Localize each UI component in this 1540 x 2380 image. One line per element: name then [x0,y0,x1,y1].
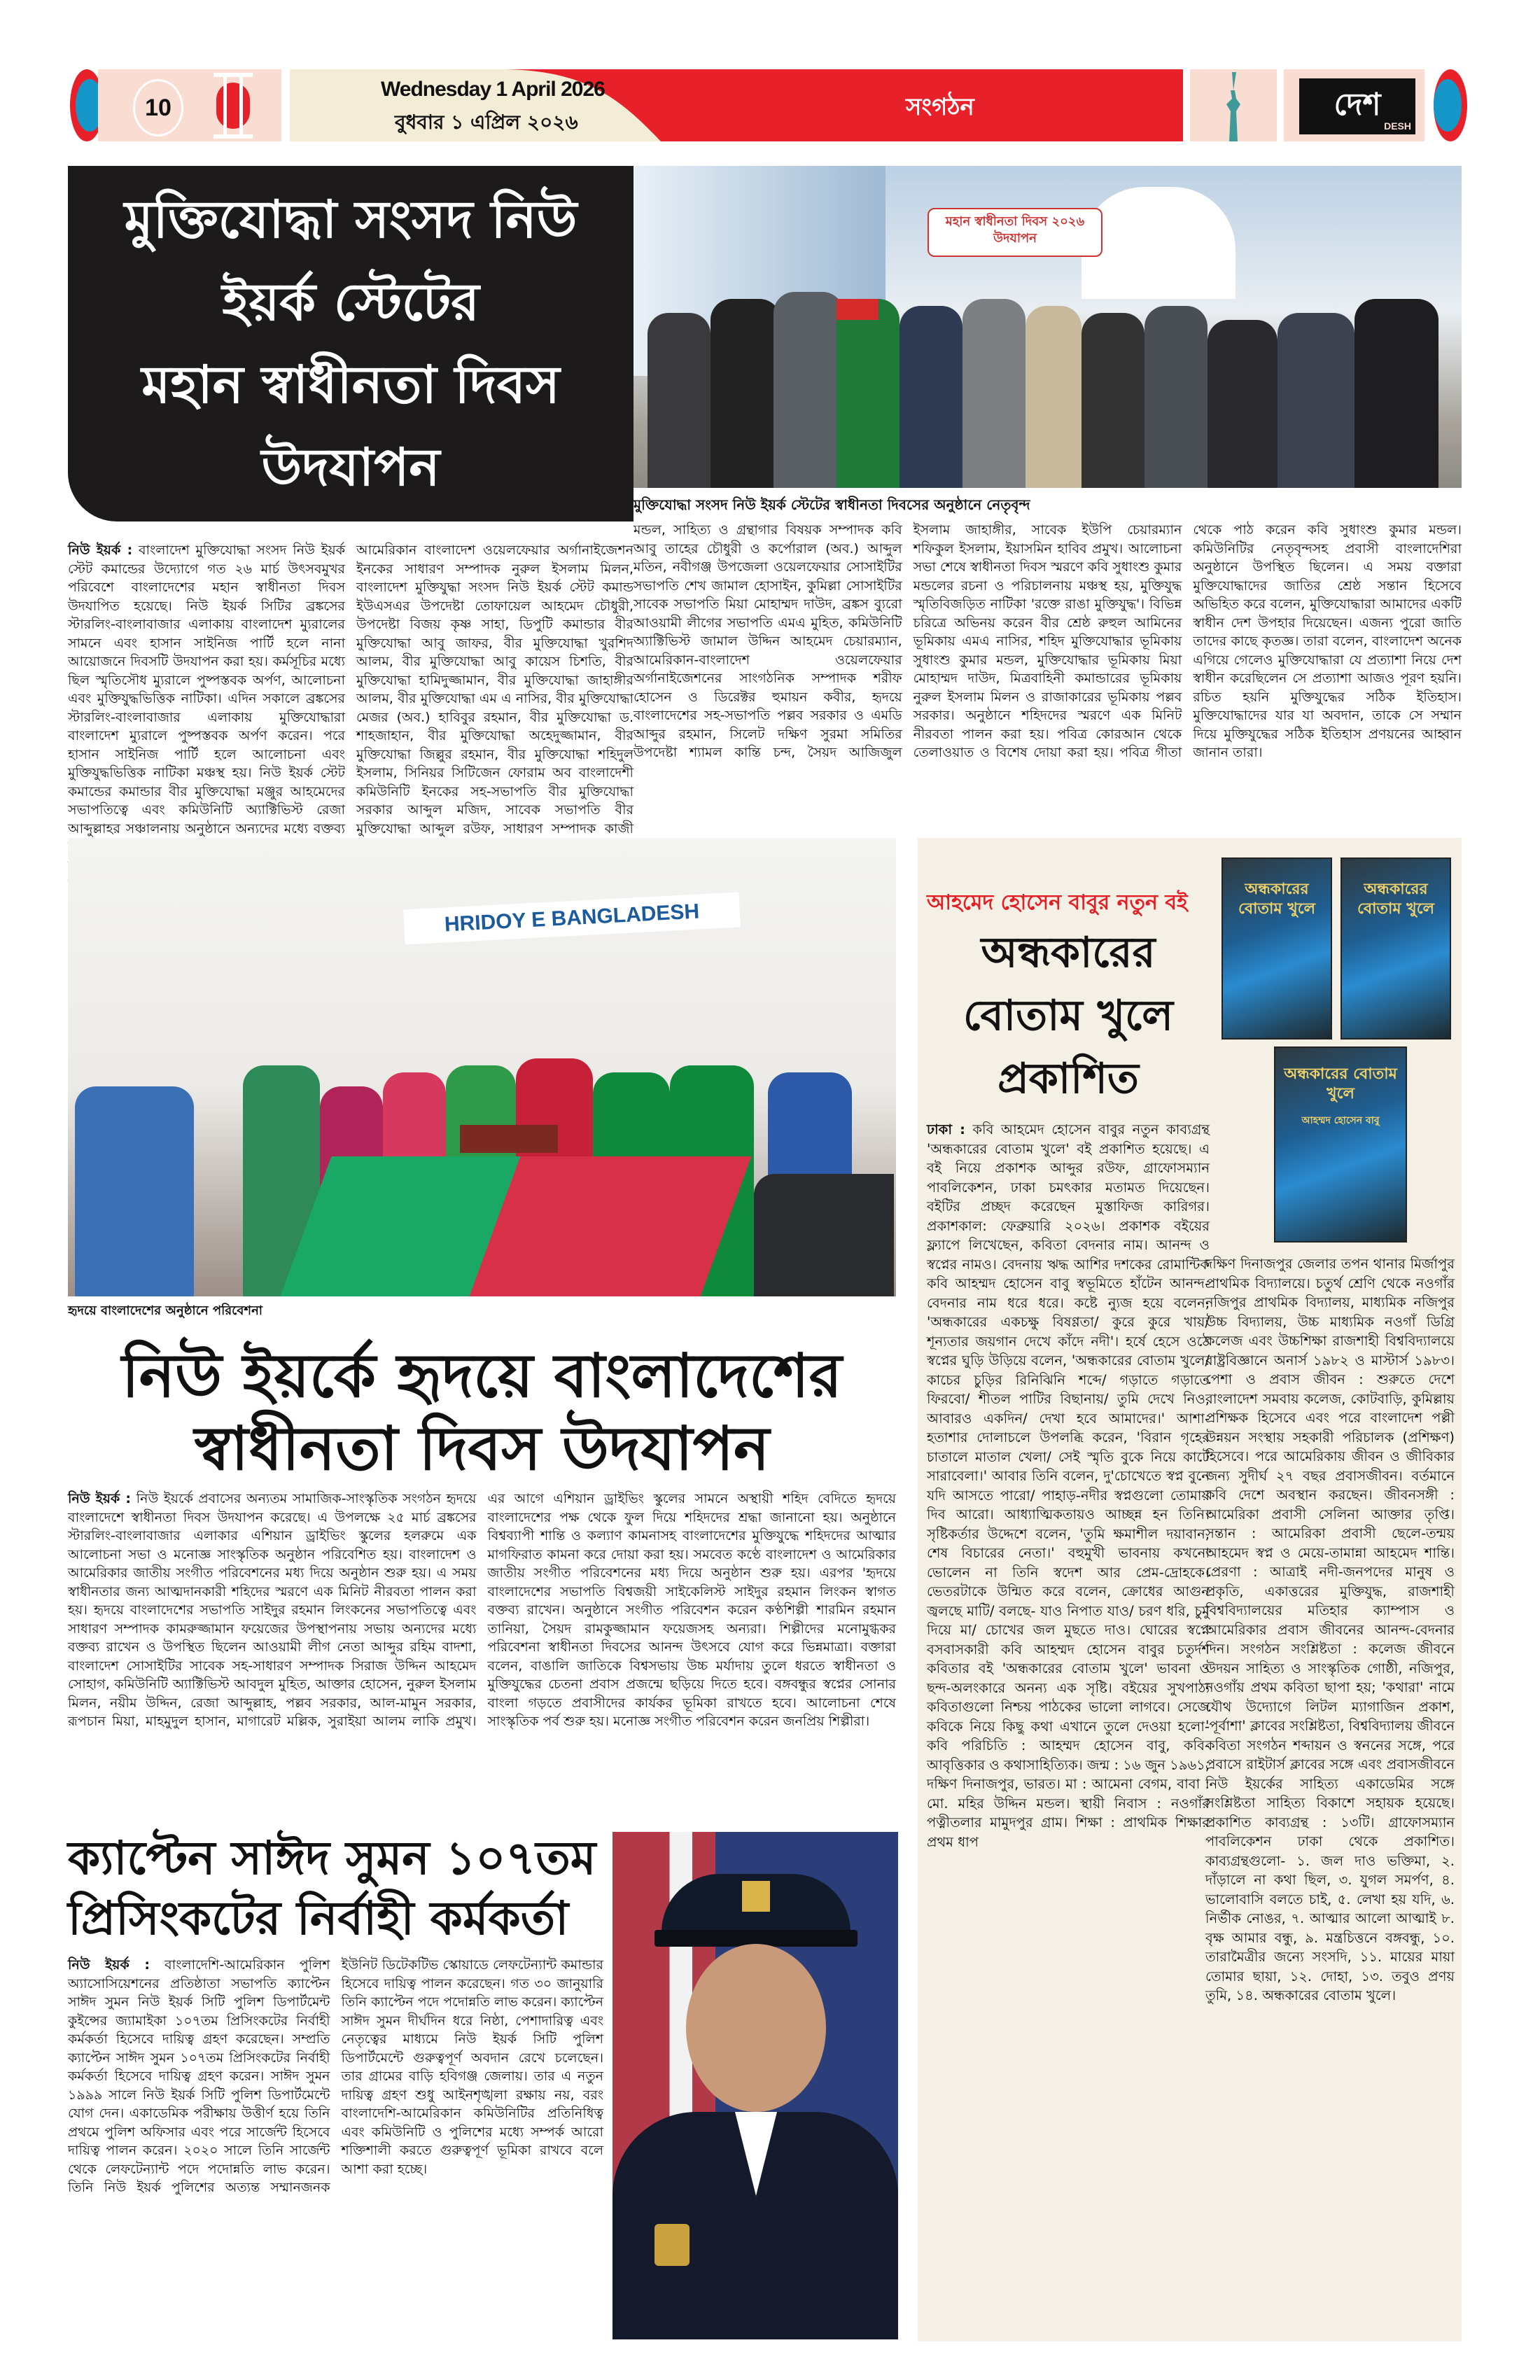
article1-headline [68,166,634,522]
article1-body-left [68,541,634,836]
article2-body [68,1490,896,1814]
dateline: নিউ ইয়র্ক : [68,542,133,558]
date-bengali: বুধবার ১ এপ্রিল ২০২৬ [395,111,578,134]
sidebar-kicker: আহমেদ হোসেন বাবুর নতুন বই [927,890,1188,915]
event-banner: মহান স্বাধীনতা দিবস ২০২৬ উদযাপন [927,208,1102,257]
sidebar-left-stack [927,889,1210,2339]
headline-line: মুক্তিযোদ্ধা সংসদ নিউ ইয়র্ক স্টেটের [124,190,578,332]
sidebar-headline [927,921,1210,1110]
organization-banner: HRIDOY E BANGLADESH [403,892,741,944]
dateline: ঢাকা : [927,1121,965,1138]
article-text: দক্ষিণ দিনাজপুর জেলার তপন থানার মির্জাপুর প্রাথমিক বিদ্যালয়ে। চতুর্থ শ্রেণি থেকে নওগাঁর নজিপুর প্রাথমিক বিদ্যালয়, মাধ্যমিক নজিপুর উচ্চ বিদ্যালয়, উচ্চ মাধ্যমিক নওগাঁ ডিগ্রি কলেজ এবং উচ্চশিক্ষা রাজশাহী বিশ্ববিদ্যালয়ে রাষ্ট্রবিজ্ঞানে অনার্স ১৯৮২ ও মাস্টার্স ১৯৮৩। পেশা ও প্রবাস জীবন : শুরুতে দেশে বাংলাদেশ সমবায় কলেজ, কোটবাড়ি, কুমিল্লায় প্রশিক্ষক হিসেবে এবং পরে বাংলাদেশ পল্লী উন্নয়ন সংস্থায় সহকারী পরিচালক (প্রশিক্ষণ) হিসেবে। পরে আমেরিকায় জীবন ও জীবিকার জন্য সুদীর্ঘ ২৭ বছর প্রবাসজীবন। বর্তমানে কবি দেশে অবস্থান করছেন। জীবনসঙ্গী : আমেরিকা প্রবাসী সেলিনা আক্তার তৃপ্তি। সন্তান : আমেরিকা প্রবাসী ছেলে-তন্ময় আহমেদ স্বপ্ন ও মেয়ে-তামান্না আহমেদ শান্তি। প্রেরণা : আত্রাই নদী-জনপদের মানুষ ও প্রকৃতি, একাত্তরের মুক্তিযুদ্ধ, রাজশাহী বিশ্ববিদ্যালয়ের মতিহার ক্যাম্পাস ও আমেরিকার প্রবাস জীবনের আনন্দ-বেদনার দিন। সংগঠন সংশ্লিষ্টতা : কলেজ জীবনে উদয়ন সাহিত্য ও সাংস্কৃতিক গোষ্ঠী, নজিপুর, নওগাঁয় প্রথম কবিতা ছাপা হয়; 'কথারা' নামে যৌথ উদ্যোগে লিটল ম্যাগাজিন প্রকাশ, 'পূর্বাশা' ক্লাবের সংশ্লিষ্টতা, বিশ্ববিদ্যালয় জীবনে কবিতা সংগঠন শব্দায়ন ও স্বননের সঙ্গে, পরে প্রবাসে রাইটার্স ক্লাবের সঙ্গে এবং প্রবাসজীবনে নিউ ইয়র্কের সাহিত্য একাডেমির সঙ্গে সংশ্লিষ্টতা সাহিত্য বিকাশে সহায়ক হয়েছে। প্রকাশিত কাব্যগ্রন্থ : ১৩টি। গ্রাফোসম্যান পাবলিকেশন ঢাকা থেকে প্রকাশিত। কাব্যগ্রন্থগুলো- ১. জল দাও ভক্তিমা, ২. দাঁড়ালে না কথা ছিল, ৩. যুগল সমর্পণ, ৪. ভালোবাসি বলতে চাই, ৫. লেখা হয় যদি, ৬. নির্ভীক নোঙর, ৭. আত্মার আলো আত্মাই ৮. বৃক্ষ আমার বন্ধু, ৯. মন্ত্রচিত্তনে বঙ্গবন্ধু, ১০. তারামৈত্রীর জন্যে সংসদি, ১১. মায়ের মায়া তোমার ছায়া, ১২. দোহা, ১৩. তবুও প্রণয় তুমি, ১৪. অন্ধকারের বোতাম খুলে। [1205,1256,1455,2003]
book-title: অন্ধকারের বোতাম খুলে [1238,881,1315,918]
headline-line: প্রকাশিত [997,1054,1139,1103]
page-number: 10 [133,79,183,136]
sidebar-body-right [1205,1254,1455,2339]
header-date-banner [290,69,1183,141]
article3-stack [68,1828,603,2342]
headline-line: প্রিসিংকটের নির্বাহী কর্মকর্তা [68,1891,569,1945]
headline-line: ক্যাপ্টেন সাঈদ সুমন ১০৭তম [68,1831,596,1885]
headline-line: অন্ধকারের [981,928,1156,977]
headline-line: নিউ ইয়র্কে হৃদয়ে বাংলাদেশের [122,1341,842,1411]
header-page-box [98,69,281,141]
article1-left-stack [68,166,634,836]
article1-photo [634,166,1462,488]
book-author: আহম্মদ হোসেন বাবু [1301,1115,1380,1126]
dateline: নিউ ইয়র্ক : [68,1957,150,1973]
headline-line: বোতাম খুলে [963,991,1173,1040]
article1-body-right [634,521,1462,826]
camera [754,1174,894,1296]
headline-line: স্বাধীনতা দিবস উদযাপন [194,1414,770,1484]
dateline: নিউ ইয়র্ক : [68,1491,132,1506]
header-right-cap [1434,69,1467,141]
article2-photo [68,838,896,1296]
book-title: অন্ধকারের বোতাম খুলে [1357,881,1434,918]
book-title: অন্ধকারের বোতাম খুলে [1284,1065,1397,1102]
article1-right-stack [634,490,1462,826]
article3-headline [68,1828,603,1949]
article-text: মন্ডল, সাহিত্য ও গ্রন্থাগার বিষয়ক সম্পাদক কবি আবু তাহের চৌধুরী ও কর্পোরাল (অব.) আব্দুল মতিন, নবীগঞ্জ উপজেলা ওয়েলফেয়ার সোসাইটির সভাপতি শেখ জামাল হোসাইন, কুমিল্লা সোসাইটির সাবেক সভাপতি মিয়া মোহাম্মদ দাউদ, ব্রঙ্কস ব্যুরো আওয়ামী লীগের সভাপতি এমএ মুহিত, কমিউনিটি অ্যাক্টিভিস্ট জামাল উদ্দিন আহমেদ চেয়ারম্যান, আমেরিকান-বাংলাদেশ ওয়েলফেয়ার অর্গানাইজেশনের সাংগঠনিক সম্পাদক শরীফ হোসেন ও ডিরেক্টর হুমায়ন কবীর, হৃদয়ে বাংলাদেশের সহ-সভাপতি পল্লব সরকার ও এমডি আব্দুর রহমান, সিলেট দক্ষিণ সুরমা সমিতির উপদেষ্টা শ্যামল কান্তি চন্দ, সৈয়দ আজিজুল ইসলাম জাহাঙ্গীর, সাবেক ইউপি চেয়ারম্যান শফিকুল ইসলাম, ইয়াসমিন হাবিব প্রমুখ। আলোচনা সভা শেষে স্বাধীনতা দিবস স্মরণে কবি সুধাংশু কুমার মন্ডলের রচনা ও পরিচালনায় মঞ্চস্থ হয়, মুক্তিযুদ্ধ স্মৃতিবিজড়িত নাটিকা 'রক্তে রাঙা মুক্তিযুদ্ধ'। বিভিন্ন চরিত্রে অভিনয় করেন বীর শ্রেষ্ঠ রুহুল আমিনের ভূমিকায় এমএ নাসির, শহিদ মুক্তিযোদ্ধার ভূমিকায় সুধাংশু কুমার মন্ডল, মুক্তিযোদ্ধার ভূমিকায় মিয়া মোহাম্মদ দাউদ, মিত্রবাহিনী কমান্ডারের ভূমিকায় নুরুল ইসলাম মিলন ও রাজাকারের ভূমিকায় পল্লব সরকার। অনুষ্ঠানে শহিদদের স্মরণে এক মিনিট নীরবতা পালন করা হয়। পবিত্র কোরআন থেকে তেলাওয়াত ও বিশেষ দোয়া করা হয়। পবিত্র গীতা থেকে পাঠ করেন কবি সুধাংশু কুমার মন্ডল। কমিউনিটির নেতৃবৃন্দসহ প্রবাসী বাংলাদেশিরা অনুষ্ঠানে উপস্থিত ছিলেন। এ সময় বক্তারা মুক্তিযোদ্ধাদের জাতির শ্রেষ্ঠ সন্তান হিসেবে অভিহিত করে বলেন, মুক্তিযোদ্ধারা আমাদের একটি স্বাধীন দেশ উপহার দিয়েছেন। এজন্য পুরো জাতি তাদের কাছে কৃতজ্ঞ। তারা বলেন, বাংলাদেশ অনেক এগিয়ে গেলেও মুক্তিযোদ্ধারা যে প্রত্যাশা নিয়ে দেশ স্বাধীন করেছিলেন সে প্রত্যাশা আজও পূরণ হয়নি। রচিত হয়নি মুক্তিযুদ্ধের সঠিক ইতিহাস। মুক্তিযোদ্ধাদের যার যা অবদান, তাকে সে সম্মান দিয়ে মুক্তিযুদ্ধের সঠিক ইতিহাস প্রণয়নের আহ্বান জানান তারা। [634,522,1462,760]
headline-line: মহান স্বাধীনতা দিবস উদযাপন [141,355,560,498]
logo-subtext: DESH [1384,120,1411,132]
harmonium [460,1125,558,1153]
logo-text: দেশ [1299,78,1415,134]
article-text: বাংলাদেশ মুক্তিযোদ্ধা সংসদ নিউ ইয়র্ক স্টেট কমান্ডের উদ্যোগে গত ২৬ মার্চ উৎসবমুখর পরিবেশে বাংলাদেশের মহান স্বাধীনতা দিবস উদযাপিত হয়েছে। নিউ ইয়র্ক সিটির ব্রঙ্কসের স্টারলিং-বাংলাবাজার এলাকায় বাংলাদেশ ম্যুরালের সামনে এবং হাসান সাইনিজ পার্টি হলে নানা আয়োজনে দিবসটি উদযাপন করা হয়। কর্মসূচির মধ্যে ছিল স্মৃতিসৌধ ম্যুরালে পুষ্পস্তবক অর্পণ, আলোচনা এবং মুক্তিযুদ্ধভিত্তিক নাটিকা। এদিন সকালে ব্রঙ্কসের স্টারলিং-বাংলাবাজার এলাকায় মুক্তিযোদ্ধারা বাংলাদেশ ম্যুরালে পুষ্পস্তবক অর্পণ করেন। পরে হাসান সাইনিজ পার্টি হলে আলোচনা এবং মুক্তিযুদ্ধভিত্তিক নাটিকা মঞ্চস্থ হয়। নিউ ইয়র্ক স্টেট কমান্ডের কমান্ডার বীর মুক্তিযোদ্ধা মঞ্জুর আহমেদের সভাপতিত্বে এবং কমিউনিটি অ্যাক্টিভিস্ট রেজা আব্দুল্লাহর সঞ্চালনায় অনুষ্ঠানে অন্যদের মধ্যে বক্তব্য আমেরিকান বাংলাদেশ ওয়েলফেয়ার অর্গানাইজেশন ইনকের সাধারণ সম্পাদক নুরুল ইসলাম মিলন, বাংলাদেশ মুক্তিযুদ্ধা সংসদ নিউ ইয়র্ক স্টেট কমান্ড ইউএসএর উপদেষ্টা তোফায়েল আহমেদ চৌধুরী, উপদেষ্টা বিজয় কৃষ্ণ সাহা, ডিপুটি কমান্ডার বীর মুক্তিযোদ্ধা আবু জাফর, বীর মুক্তিযোদ্ধা খুরশিদ আলম, বীর মুক্তিযোদ্ধা আবু কায়েস চিশতি, বীর মুক্তিযোদ্ধা হামিদুজ্জামান, বীর মুক্তিযোদ্ধা জাহাঙ্গীর আলম, বীর মুক্তিযোদ্ধা এম এ নাসির, বীর মুক্তিযোদ্ধা মেজর (অব.) হাবিবুর রহমান, বীর মুক্তিযোদ্ধা ড. শাহজাহান, বীর মুক্তিযোদ্ধা অহেদুজ্জামান, বীর মুক্তিযোদ্ধা জিল্লুর রহমান, বীর মুক্তিযোদ্ধা শহিদুল ইসলাম, সিনিয়র সিটিজেন ফোরাম অব বাংলাদেশী কমিউনিটি ইনকের সহ-সভাপতি বীর মুক্তিযোদ্ধা সরকার আব্দুল মজিদ, সাবেক সভাপতি বীর মুক্তিযোদ্ধা আব্দুল রউফ, সাধারণ সম্পাদক কাজী [68,542,634,836]
header-emblem-icon [214,73,253,139]
date-english: Wednesday 1 April 2026 [381,78,605,101]
article3-body [68,1956,603,2342]
article-text: বাংলাদেশি-আমেরিকান পুলিশ অ্যাসোসিয়েশনের প্রতিষ্ঠাতা সভাপতি ক্যাপ্টেন সাঈদ সুমন নিউ ইয়র্ক সিটি পুলিশ ডিপার্টমেন্ট কুইন্সের জ্যামাইকা ১০৭তম প্রিসিংকটের নির্বাহী কর্মকর্তা হিসেবে দায়িত্ব গ্রহণ করেছেন। সম্প্রতি ক্যাপ্টেন সাঈদ সুমন ১০৭তম প্রিসিংকটের নির্বাহী কর্মকর্তা হিসেবে দায়িত্ব গ্রহণ করেন। সাঈদ সুমন ১৯৯৯ সালে নিউ ইয়র্ক সিটি পুলিশ ডিপার্টমেন্টে যোগ দেন। একাডেমিক পরীক্ষায় উত্তীর্ণ হয়ে তিনি প্রথমে পুলিশ অফিসার এবং পরে সার্জেন্ট হিসেবে দায়িত্ব পালন করেন। ২০২০ সালে তিনি সার্জেন্ট থেকে লেফটেন্যান্ট পদে পদোন্নতি লাভ করেন। তিনি নিউ ইয়র্ক পুলিশের অত্যন্ত সম্মানজনক ইউনিট ডিটেকটিভ স্কোয়াডে লেফটেন্যান্ট কমান্ডার হিসেবে দায়িত্ব পালন করেছেন। গত ৩০ জানুয়ারি তিনি ক্যাপ্টেন পদে পদোন্নতি লাভ করেন। ক্যাপ্টেন সাঈদ সুমন দীর্ঘদিন ধরে নিষ্ঠা, পেশাদারিত্ব এবং নেতৃত্বের মাধ্যমে নিউ ইয়র্ক সিটি পুলিশ ডিপার্টমেন্টে গুরুত্বপূর্ণ অবদান রেখে চলেছেন। তার গ্রামের বাড়ি হবিগঞ্জ জেলায়। তার এ নতুন দায়িত্ব গ্রহণ শুধু আইনশৃঙ্খলা রক্ষায় নয়, বরং বাংলাদেশি-আমেরিকান কমিউনিটির প্রতিনিধিত্ব এবং কমিউনিটি ও পুলিশের মধ্যে সম্পর্ক আরো শক্তিশালী করতে গুরুত্বপূর্ণ ভূমিকা রাখবে বলে আশা করা হচ্ছে। [68,1957,603,2195]
statue-of-liberty-icon [1190,69,1277,141]
article3-portrait-photo [612,1832,898,2339]
sidebar-body-left [927,1120,1210,2339]
article1-photo-caption: মুক্তিযোদ্ধা সংসদ নিউ ইয়র্ক স্টেটের স্বাধীনতা দিবসের অনুষ্ঠানে নেতৃবৃন্দ [634,496,1030,513]
article-text: কবি আহমেদ হোসেন বাবুর নতুন কাব্যগ্রন্থ 'অন্ধকারের বোতাম খুলে' বই প্রকাশিত হয়েছে। এ বই নিয়ে প্রকাশক আব্দুর রউফ, গ্রাফোসম্যান পাবলিকেশন, ঢাকা চমৎকার মতামত দিয়েছেন। বইটির প্রচ্ছদ করেছেন মুস্তাফিজ কারিগর। প্রকাশকাল: ফেব্রুয়ারি ২০২৬। প্রকাশক বইয়ের ফ্ল্যাপে লিখেছেন, কবিতা বেদনার নাম। আনন্দ ও স্বপ্নের নামও। বেদনায় ঋদ্ধ আশির দশকের রোমান্টিক কবি আহম্মদ হোসেন বাবু স্বভূমিতে হাঁটেন আনন্দ-বেদনার নাম ধরে ধরে। কষ্টে ন্যুজ হয়ে বলেন, 'অন্ধকারের একচক্ষু বিষণ্ণতা/ কুরে কুরে খায়/ শূন্যতার জয়গান দেখে কাঁদে নদী'। হর্ষে হেসে ওঠে স্বপ্নের ঘুড়ি উড়িয়ে বলেন, 'অন্ধকারের বোতাম খুলে/ কাচের চুড়ির রিনিঝিনি শব্দে/ গড়াতে গড়াতে ফিরবো/ শীতল পাটির বিছানায়/ তুমি দেখে নিও, আবারও একদিন/ দেখা হবে আমাদের।' আশা-হতাশার দোলাচলে উপলব্ধি করেন, 'বিরান গৃহের চাতালে মাতাল খেলা/ সেই স্মৃতি বুকে নিয়ে কাটে সারাবেলা।' আবার তিনি বলেন, দু'চোখেতে স্বপ্ন বুনে যদি আসতে পারো/ পাহাড়-নদীর স্বপ্নগুলো তোমায় দিব আরো। আধ্যাত্মিকতায়ও আচ্ছন্ন হন তিনি। সৃষ্টিকর্তার উদ্দেশে বলেন, 'তুমি ক্ষমাশীল দয়াবান, শেষ বিচারের নেতা।' বহুমুখী ভাবনায় কখনো ভোলেন না তিনি স্বদেশ আর প্রেম-দ্রোহকে। ভেতরটাকে উন্মিত করে বলেন, ক্রোধের আগুন জ্বলছে মাটি/ বলছে- যাও নিপাত যাও/ চরণ ধরি, চুমু দিয়ে মা/ চোখের জল মুছতে দাও। ঘোরের স্বপ্নে বসবাসকারী কবি আহম্মদ হোসেন বাবুর চতুর্দশ কবিতার বই 'অন্ধকারের বোতাম খুলে' ভাবনা ও ছন্দ-অলংকারে অনন্য এক সৃষ্টি। বইয়ের সুখপাঠ্য কবিতাগুলো নিশ্চয় পাঠকের ভালো লাগবে। সেজে কবিকে নিয়ে কিছু কথা এখানে তুলে দেওয়া হলো- কবি পরিচিতি : আহম্মদ হোসেন বাবু, কবি-আবৃত্তিকার ও কথাসাহিত্যিক। জন্ম : ১৬ জুন ১৯৬১, দক্ষিণ দিনাজপুর, ভারত। মা : আমেনা বেগম, বাবা : মো. মহির উদ্দিন মন্ডল। স্থায়ী নিবাস : নওগাঁর পত্নীতলার মামুদপুর গ্রাম। শিক্ষা : প্রাথমিক শিক্ষার প্রথম ধাপ [927,1121,1210,1850]
article2-photo-caption: হৃদয়ে বাংলাদেশের অনুষ্ঠানে পরিবেশনা [68,1303,263,1318]
article2-headline [68,1340,896,1485]
article-text: নিউ ইয়র্কে প্রবাসের অন্যতম সামাজিক-সাংস্কৃতিক সংগঠন হৃদয়ে বাংলাদেশে স্বাধীনতা দিবস উদযাপন করেছে। এ উপলক্ষে ২৫ মার্চ ব্রঙ্কসের স্টারলিং-বাংলাবাজার এলাকার এশিয়ান ড্রাইভিং স্কুলের হলরুমে এক আলোচনা সভা ও মনোজ্ঞ সাংস্কৃতিক অনুষ্ঠান পরিবেশিত হয়। বাংলাদেশ ও আমেরিকার জাতীয় সংগীত পরিবেশনের মধ্য দিয়ে অনুষ্ঠান শুরু হয়। এ সময় স্বাধীনতার জন্য আত্মদানকারী শহিদের স্মরণে এক মিনিট নীরবতা পালন করা হয়। হৃদয়ে বাংলাদেশের সভাপতি সাইদুর রহমান লিংকনের সভাপতিত্বে এবং সাধারণ সম্পাদক কামরুজ্জামান ফয়েজের উপস্থাপনায় সভায় অন্যদের মধ্যে বক্তব্য রাখেন ও উপস্থিত ছিলেন আওয়ামী লীগ নেতা আব্দুর রহিম বাদশা, বাংলাদেশ সোসাইটির সাবেক সহ-সাধারণ সম্পাদক সিরাজ উদ্দিন আহমেদ সোহাগ, কমিউনিটি অ্যাক্টিভিস্ট আবদুল মুহিত, আক্তার হোসেন, নুরুল ইসলাম মিলন, নয়ীম উদ্দিন, রেজা আব্দুল্লাহ, পল্লব সরকার, আল-মামুন সরকার, রূপচান মিয়া, মাহমুদুল হাসান, মাগারেট মল্লিক, সুরাইয়া আলম লাকি প্রমুখ। এর আগে এশিয়ান ড্রাইভিং স্কুলের সামনে অস্থায়ী শহিদ বেদিতে হৃদয়ে বাংলাদেশের পক্ষ থেকে ফুল দিয়ে শহিদদের শ্রদ্ধা জানানো হয়। অনুষ্ঠানে বিশ্বব্যাপী শান্তি ও কল্যাণ কামনাসহ বাংলাদেশের মুক্তিযুদ্ধে শহিদদের আত্মার মাগফিরাত কামনা করে দোয়া করা হয়। সমবেত কণ্ঠে বাংলাদেশ ও আমেরিকার জাতীয় সংগীত পরিবেশনের মধ্য দিয়ে অনুষ্ঠান শুরু হয়। এরপর 'হৃদয়ে বাংলাদেশের সভাপতি বিশ্বজয়ী সাইকেলিস্ট সাইদুর রহমান লিংকন স্বাগত বক্তব্য রাখেন। অনুষ্ঠানে সংগীত পরিবেশন করেন কণ্ঠশিল্পী শারমিন রহমান তানিয়া, সৈয়দ রামকুজ্জামান ফয়েজসহ অন্যরা। শিল্পীদের মনোমুগ্ধকর পরিবেশনা স্বাধীনতা দিবসের আনন্দ উৎসবে যোগ করে ভিন্নমাত্রা। বক্তারা বলেন, বাঙালি জাতিকে বিশ্বসভায় উচ্চ মর্যাদায় তুলে ধরতে স্বাধীনতা ও মুক্তিযুদ্ধের চেতনা প্রবাস প্রজন্মে ছড়িয়ে দিতে হবে। বঙ্গবন্ধুর স্বপ্নের সোনার বাংলা গড়তে প্রবাসীদের কার্যকর ভূমিকা রাখতে হবে। আলোচনা শেষে সাংস্কৃতিক পর্ব শুরু হয়। মনোজ্ঞ সংগীত পরিবেশন করেন জনপ্রিয় শিল্পীরা। [68,1491,896,1729]
article2-stack [68,838,896,1814]
newspaper-logo [1288,73,1421,139]
section-title: সংগঠন [906,93,974,121]
